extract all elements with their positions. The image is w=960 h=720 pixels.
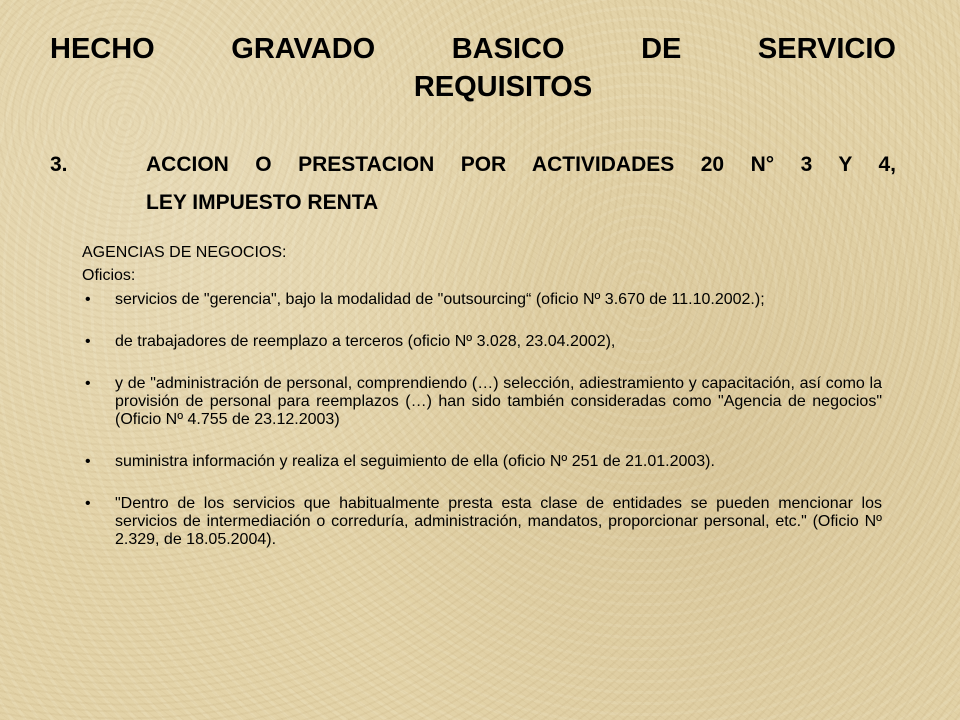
point-number: 3. — [50, 153, 68, 176]
title-line-2: REQUISITOS — [413, 71, 593, 103]
bullet-list — [82, 291, 882, 549]
list-item — [82, 291, 882, 309]
title-word: DE — [641, 33, 682, 65]
bullet-icon: • — [85, 375, 91, 392]
point-heading-line-1: ACCION O PRESTACION POR ACTIVIDADES 20 N° 3 Y 4, — [146, 153, 896, 176]
bullet-icon: • — [85, 495, 91, 512]
list-item-text: servicios de "gerencia", bajo la modalidad de "outsourcing“ (oficio Nº 3.670 de 11.10.2002.); — [115, 291, 765, 308]
list-item-text: suministra información y realiza el seguimiento de ella (oficio Nº 251 de 21.01.2003). — [115, 453, 715, 470]
list-item-text: de trabajadores de reemplazo a terceros (oficio Nº 3.028, 23.04.2002), — [115, 333, 616, 350]
subheading-oficios: Oficios: — [82, 267, 136, 284]
list-item-text: "Dentro de los servicios que habitualmente presta esta clase de entidades se pueden mencionar los servicios de intermediación o correduría, administración, mandatos, proporcionar personal, etc." (Oficio Nº 2.329, de 18.05.2004). — [115, 495, 882, 548]
point-heading-line-2: LEY IMPUESTO RENTA — [146, 191, 379, 214]
title-word: BASICO — [451, 33, 565, 65]
bullet-icon: • — [85, 453, 91, 470]
list-item-text: y de "administración de personal, comprendiendo (…) selección, adiestramiento y capacitación, así como la provisión de personal para reemplazos (…) han sido también consideradas como "Agencia de negocios" (Oficio Nº 4.755 de 23.12.2003) — [115, 375, 882, 428]
list-item — [82, 375, 882, 429]
slide-title — [50, 30, 896, 106]
list-item — [82, 453, 882, 471]
bullet-icon: • — [85, 291, 91, 308]
title-word: SERVICIO — [757, 33, 896, 65]
list-item — [82, 333, 882, 351]
bullet-icon: • — [85, 333, 91, 350]
content-body — [82, 244, 882, 573]
list-item — [82, 495, 882, 549]
title-line-1 — [50, 30, 896, 68]
subheading-agencias: AGENCIAS DE NEGOCIOS: — [82, 244, 287, 261]
section-point — [50, 146, 896, 222]
title-word: HECHO — [50, 33, 155, 65]
title-word: GRAVADO — [231, 33, 376, 65]
